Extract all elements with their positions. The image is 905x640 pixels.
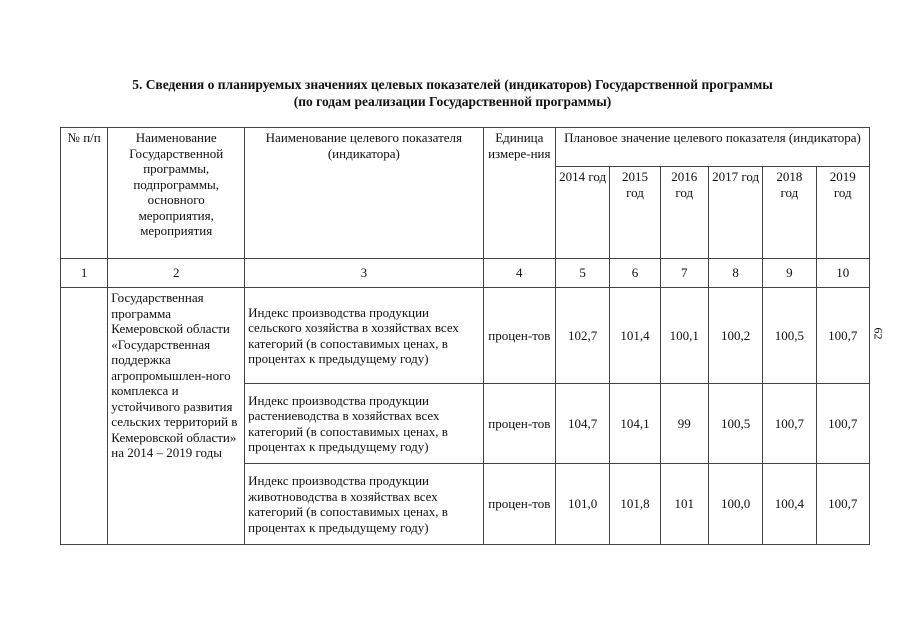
column-number: 6 (610, 259, 660, 288)
value-cell: 100,7 (816, 464, 869, 545)
header-unit: Единица измере-ния (483, 128, 555, 259)
indicators-table (60, 127, 870, 545)
header-year: 2015 год (610, 167, 660, 259)
value-cell: 104,1 (610, 384, 660, 464)
header-year: 2017 год (708, 167, 762, 259)
title-line-1: 5. Сведения о планируемых значениях целевых показателей (индикаторов) Государственной программы (132, 77, 773, 92)
value-cell: 101,8 (610, 464, 660, 545)
row-number-cell (61, 288, 108, 545)
column-number: 5 (556, 259, 610, 288)
column-number: 3 (245, 259, 483, 288)
value-cell: 100,5 (763, 288, 816, 384)
column-number: 7 (660, 259, 708, 288)
column-number: 4 (483, 259, 555, 288)
program-name: Государственная программа Кемеровской области «Государственная поддержка агропромышлен-ного комплекса и устойчивого развития сельских территорий в Кемеровской области» на 2014 – 2019 годы (108, 288, 245, 545)
unit-cell: процен-тов (483, 288, 555, 384)
header-program: Наименование Государственной программы, подпрограммы, основного мероприятия, мероприятия (108, 128, 245, 259)
value-cell: 104,7 (556, 384, 610, 464)
value-cell: 102,7 (556, 288, 610, 384)
value-cell: 101 (660, 464, 708, 545)
value-cell: 100,7 (763, 384, 816, 464)
value-cell: 101,0 (556, 464, 610, 545)
header-year: 2018 год (763, 167, 816, 259)
document-title (60, 76, 845, 110)
column-number: 1 (61, 259, 108, 288)
indicator-name: Индекс производства продукции растениеводства в хозяйствах всех категорий (в сопоставимых ценах, в процентах к предыдущему году) (245, 384, 483, 464)
value-cell: 100,0 (708, 464, 762, 545)
unit-cell: процен-тов (483, 384, 555, 464)
value-cell: 100,5 (708, 384, 762, 464)
value-cell: 99 (660, 384, 708, 464)
title-line-2: (по годам реализации Государственной программы) (293, 94, 612, 109)
indicator-name: Индекс производства продукции сельского хозяйства в хозяйствах всех категорий (в сопоставимых ценах, в процентах к предыдущему году) (245, 288, 483, 384)
header-num: № п/п (61, 128, 108, 259)
value-cell: 100,4 (763, 464, 816, 545)
column-number: 2 (108, 259, 245, 288)
value-cell: 100,1 (660, 288, 708, 384)
value-cell: 100,2 (708, 288, 762, 384)
indicator-name: Индекс производства продукции животноводства в хозяйствах всех категорий (в сопоставимых ценах, в процентах к предыдущему году) (245, 464, 483, 545)
value-cell: 100,7 (816, 288, 869, 384)
value-cell: 100,7 (816, 384, 869, 464)
column-number-row (61, 259, 870, 288)
header-year: 2014 год (556, 167, 610, 259)
value-cell: 101,4 (610, 288, 660, 384)
header-year: 2016 год (660, 167, 708, 259)
page-number: 62 (871, 327, 886, 340)
header-planned-value: Плановое значение целевого показателя (индикатора) (556, 128, 870, 167)
column-number: 8 (708, 259, 762, 288)
table-row (61, 288, 870, 384)
unit-cell: процен-тов (483, 464, 555, 545)
header-row (61, 128, 870, 167)
column-number: 10 (816, 259, 869, 288)
column-number: 9 (763, 259, 816, 288)
header-year: 2019 год (816, 167, 869, 259)
header-indicator: Наименование целевого показателя (индикатора) (245, 128, 483, 259)
